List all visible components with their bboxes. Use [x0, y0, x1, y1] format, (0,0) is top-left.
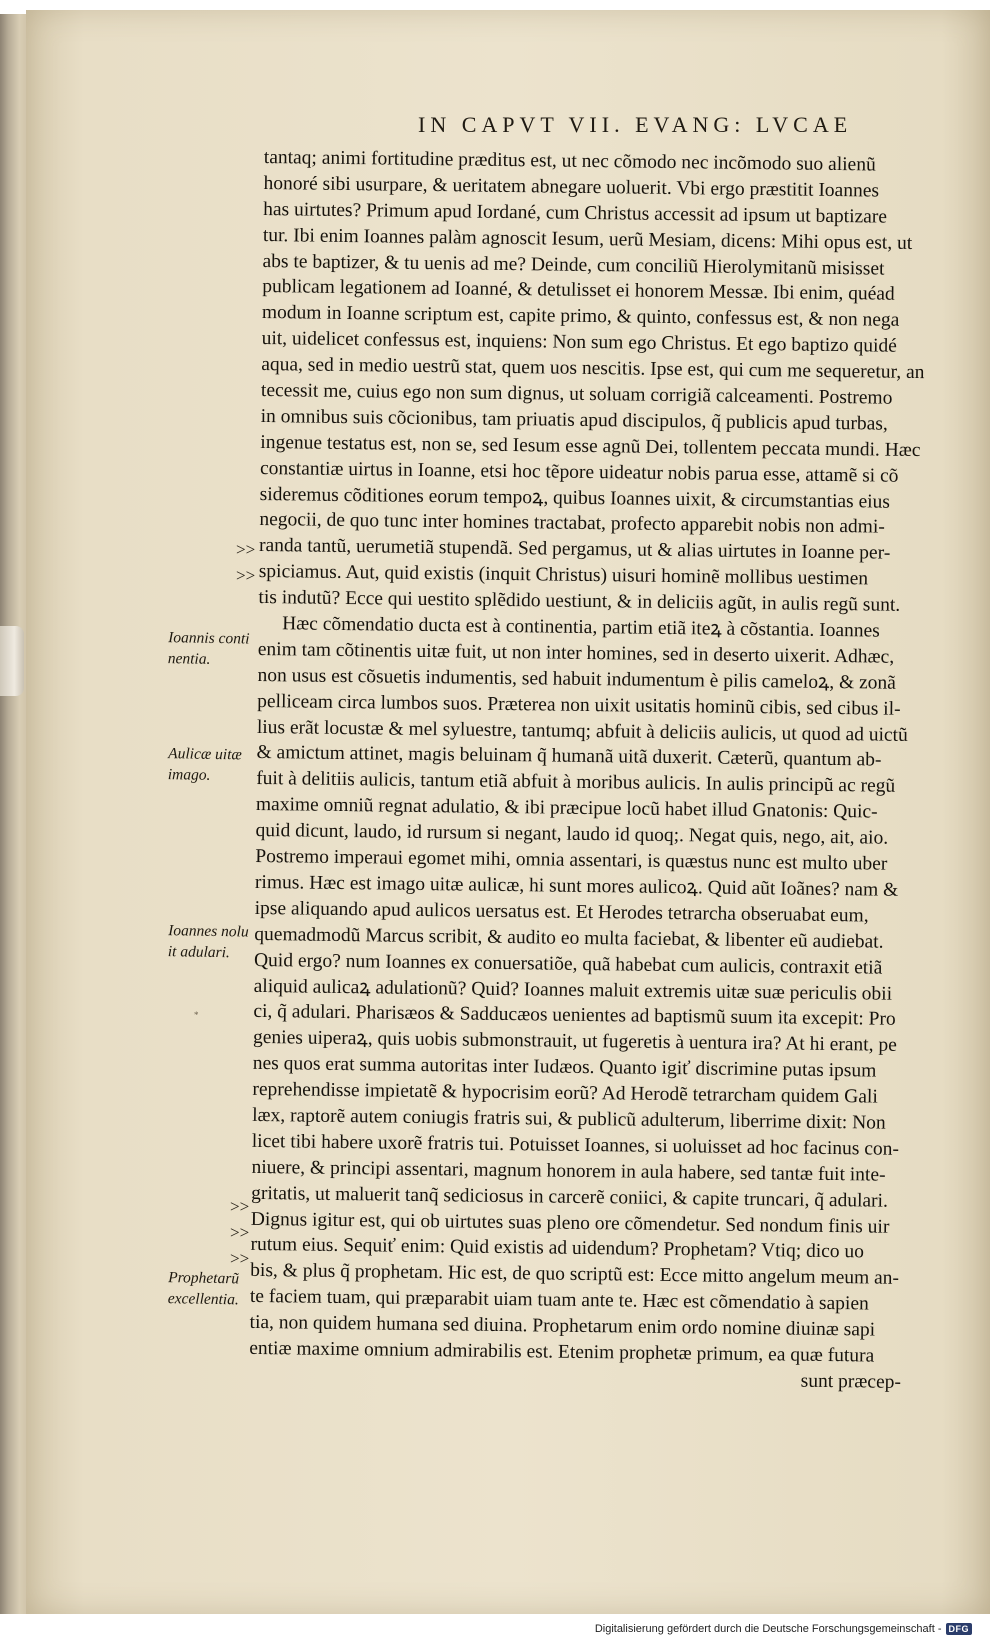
text-line: tis indutũ? Ecce qui uestito splẽdido uestiunt, & in deliciis agũt, in aulis regũ sunt.: [258, 587, 901, 616]
dfg-logo: DFG: [946, 1623, 973, 1635]
gloss-line: excellentia.: [167, 1290, 239, 1309]
quote-mark: >>: [230, 1223, 250, 1242]
text-line: genies uiperaꝝ, quis uobis submonstrauit, ut fugeretis à uentura ira? At hi erant, pe: [252, 1027, 897, 1057]
text-line: gritatis, ut maluerit tanq̃ sediciosus in carcerẽ coniici, & capite truncari, q̃ adulari.: [251, 1182, 889, 1212]
text-line: quid dicunt, laudo, id rursum si negant, laudo id quoq;. Negat quis, nego, ait, aio.: [255, 820, 889, 849]
text-line: aliquid aulicaꝝ adulationũ? Quid? Ioannes maluit extremis uitæ suæ periculis obii: [253, 975, 893, 1005]
quote-mark: >>: [236, 540, 256, 559]
text-line: ci, q̃ adulari. Pharisæos & Sadducæos uenientes ad baptismũ suum ita excepit: Pro: [253, 1001, 896, 1031]
body-text: [249, 145, 934, 1396]
text-line: tia, non quidem humana sed diuina. Prophetarum enim ordo nomine diuinæ sapi: [249, 1311, 876, 1341]
text-line: licet tibi habere uxorẽ fratris tui. Potuisset Ioannes, si uoluisset ad hoc facinus con-: [251, 1130, 900, 1160]
text-line: in omnibus suis cõcionibus, tam priuatis apud discipulos, q̃ publicis apud turbas,: [260, 405, 888, 435]
text-line: Hæc cõmendatio ducta est à continentia, partim etiã iteꝝ à cõstantia. Ioannes: [282, 613, 880, 642]
quote-mark: >>: [230, 1249, 250, 1268]
margin-gloss-court-life: [168, 743, 269, 787]
gloss-line: it adulari.: [167, 943, 230, 962]
text-line: tantaq; animi fortitudine præditus est, ut nec cõmodo nec incõmodo suo alienũ: [263, 146, 876, 176]
text-line: publicam legationem ad Ioanné, & detulisset ei honorem Messæ. Ibi enim, quéad: [262, 276, 895, 306]
book-page: [26, 10, 990, 1614]
margin-gloss-prophets: [168, 1267, 269, 1311]
text-line: reprehendisse impietatẽ & hypocrisim eorũ? Ad Herodẽ tetrarcham quidem Gali: [252, 1078, 878, 1108]
text-line: ingenue testatus est, non se, sed Iesum esse agnũ Dei, tollentem peccata mundi. Hæc: [260, 431, 921, 461]
gloss-line: imago.: [167, 766, 211, 784]
text-line: has uirtutes? Primum apud Iordané, cum Christus accessit ad ipsum ut baptizare: [263, 198, 888, 228]
text-line: nes quos erat summa autoritas inter Iudæos. Quanto igiť discrimine putas ipsum: [252, 1053, 877, 1082]
text-line: tecessit me, cuius ego non sum dignus, ut soluam corrigiã calceamenti. Postremo: [260, 379, 893, 409]
text-line: modum in Ioanne scriptum est, capite primo, & quinto, confessus est, & non nega: [261, 302, 900, 332]
text-line: honoré sibi usurpare, & ueritatem abnegare uoluerit. Vbi ergo præstitit Ioannes: [263, 172, 880, 202]
quote-mark: >>: [230, 1197, 250, 1216]
text-line: læx, raptorẽ autem coniugis fratris sui, & publicũ adulterum, liberrime dixit: Non: [252, 1104, 886, 1134]
margin-gloss-no-flattery: [168, 920, 269, 964]
text-line: te faciem tuam, qui præparabit uiam tuam ante te. Hæc est cõmendatio à sapien: [249, 1286, 869, 1315]
gloss-line: Ioannis conti: [168, 629, 250, 648]
text-line: quemadmodũ Marcus scribit, & audito eo multa faciebat, & libenter eũ audiebat.: [254, 923, 884, 953]
text-line: maxime omniũ regnat adulatio, & ibi præcipue locũ habet illud Gnatonis: Quic-: [255, 794, 878, 823]
text-line: Quid ergo? num Ioannes ex conuersatiõe, quã habebat cum aulicis, contraxit etiã: [253, 949, 883, 979]
quote-mark: >>: [236, 566, 256, 585]
text-line: sunt præcep-: [800, 1370, 902, 1393]
gloss-line: Aulicæ uitæ: [168, 745, 242, 764]
text-line: lius erãt locustæ & mel syluestre, tantumq; abfuit à deliciis aulicis, ut quod ad uictũ: [256, 716, 908, 746]
book-spine-edge: [0, 14, 28, 1614]
digitization-credit: [595, 1623, 972, 1635]
text-line: sideremus cõditiones eorum tempoꝝ, quibus Ioannes uixit, & circumstantias eius: [259, 483, 891, 513]
text-line: rimus. Hæc est imago uitæ aulicæ, hi sunt mores aulicoꝝ. Quid aũt Ioãnes? nam &: [254, 871, 899, 901]
text-line: entiæ maxime omnium admirabilis est. Etenim prophetæ primum, ea quæ futura: [249, 1337, 875, 1367]
text-line: uit, uidelicet confessus est, inquiens: Non sum ego Christus. Et ego baptizo quidé: [261, 328, 898, 357]
gloss-line: nentia.: [167, 650, 211, 668]
text-line: aqua, sed in medio uestrũ stat, quem uos nescitis. Ipse est, qui cum me sequeretur, an: [261, 354, 925, 384]
text-line: Postremo imperaui egomet mihi, omnia assentari, is quæstus nunc est multo uber: [255, 845, 888, 875]
text-line: Dignus igitur est, qui ob uirtutes suas pleno ore cõmendetur. Sed nondum finis uir: [250, 1208, 890, 1238]
text-line: constantiæ uirtus in Ioanne, etsi hoc tẽpore uideatur nobis parua esse, attamẽ si cõ: [259, 457, 899, 487]
margin-gloss-continence: [168, 627, 269, 671]
text-line: pelliceam circa lumbos suos. Præterea non uixit usitatis hominũ cibis, sed cibus il-: [257, 690, 901, 720]
text-line: rutum eius. Sequiť enim: Quid existis ad uidendum? Prophetam? Vtiq; dico uo: [250, 1234, 865, 1263]
running-head: IN CAPVT VII. EVANG: LVCAE: [418, 112, 853, 137]
margin-speck: *: [194, 1010, 199, 1020]
text-line: randa tantũ, uerumetiã stupendã. Sed pergamus, ut & alias uirtutes in Ioanne per-: [258, 535, 891, 565]
text-line: abs te baptizer, & tu uenis ad me? Deinde, cum conciliũ Hierolymitanũ misisset: [262, 250, 885, 280]
text-line: fuit à delitiis aulicis, tantum etiã abfuit à moribus aulicis. In aulis principũ ac regũ: [256, 768, 896, 798]
text-line: niuere, & principi assentari, magnum honorem in aula habere, sed tantæ fuit inte-: [251, 1156, 886, 1186]
credit-text: Digitalisierung gefördert durch die Deutsche Forschungsgemeinschaft -: [594, 1623, 942, 1635]
text-line: tur. Ibi enim Ioannes palàm agnoscit Iesum, uerũ Mesiam, dicens: Mihi opus est, ut: [262, 224, 913, 254]
text-line: enim tam cõtinentis uitæ fuit, ut non inter homines, sed in deserto uixerit. Adhæc,: [257, 638, 895, 668]
page-clip: [0, 626, 24, 696]
text-line: ipse aliquando apud aulicos uersatus est. Et Herodes tetrarcha obseruabat eum,: [254, 897, 869, 927]
gloss-line: Prophetarũ: [168, 1269, 240, 1288]
text-line: negocii, de quo tunc inter homines tractabat, profecto apparebit nobis non admi-: [259, 509, 885, 539]
text-line: spiciamus. Aut, quid existis (inquit Christus) uisuri hominẽ mollibus uestimen: [258, 561, 869, 590]
text-line: non usus est cõsuetis indumentis, sed habuit indumentum è pilis cameloꝝ, & zonã: [257, 664, 897, 694]
gloss-line: Ioannes nolu: [168, 922, 249, 941]
text-line: bis, & plus q̃ prophetam. Hic est, de quo scriptũ est: Ecce mitto angelum meum an-: [250, 1260, 900, 1290]
text-line: & amictum attinet, magis beluinam q̃ humanã uitã duxerit. Cæterũ, quantum ab-: [256, 742, 882, 772]
